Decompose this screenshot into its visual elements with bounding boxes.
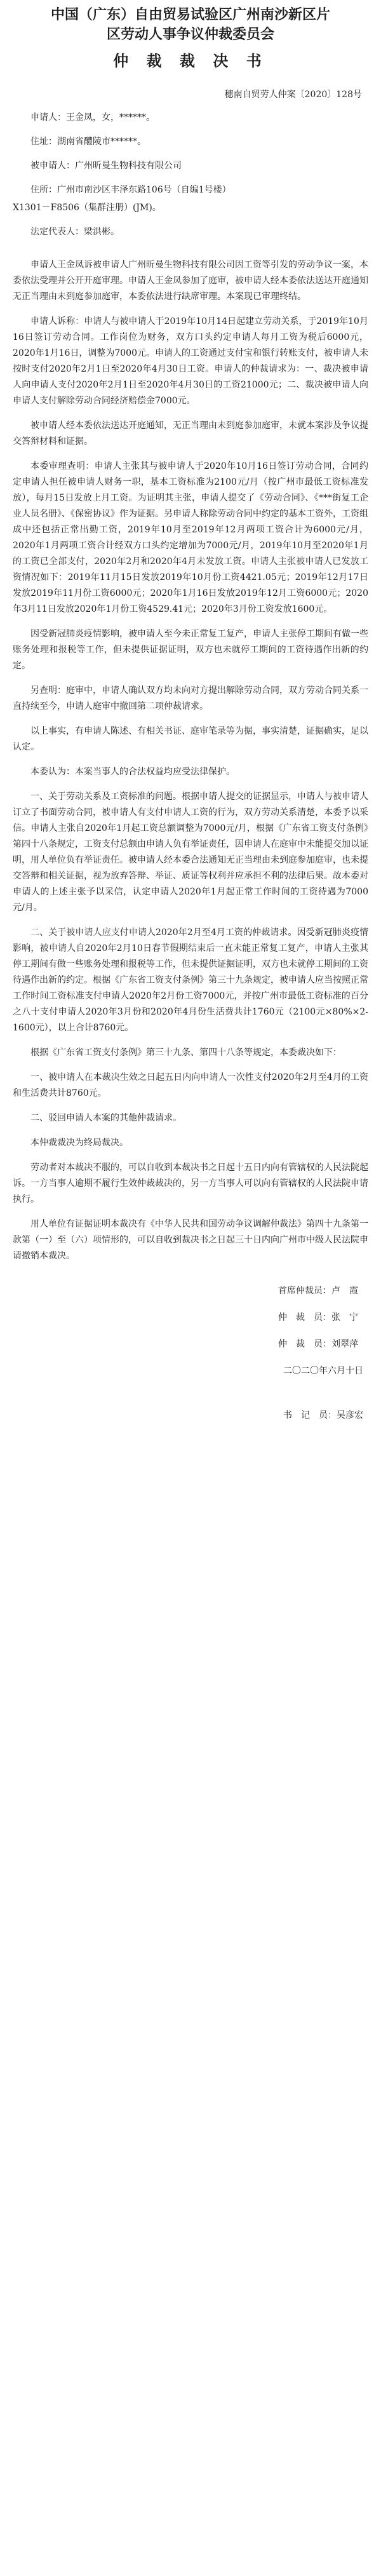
paragraph-covid-impact: 因受新冠肺炎疫情影响，被申请人至今未正常复工复产，申请人主张停工期间有做一些账务处理和报税等工作，但未提供证据证明，双方也未就停工期间的工资待遇作出新的约定。: [13, 629, 368, 671]
paragraph-committee-opinion: 本委认为：本案当事人的合法权益均应受法律保护。: [30, 767, 235, 777]
award-date: 二〇二〇年六月十日: [283, 1366, 363, 1376]
spacer: [13, 248, 368, 257]
court-name-line2: 区劳动人事争议仲裁委员会: [106, 26, 274, 43]
chief-arbitrator: 首席仲裁员：卢 霞: [278, 1286, 358, 1296]
paragraph-revocation-rights: 用人单位有证据证明本裁决有《中华人民共和国劳动争议调解仲裁法》第四十九条第一款第（一）至（六）项情形的，可以自收到裁决书之日起三十日内向广州市中级人民法院申请撤销本裁决。: [13, 1219, 368, 1261]
court-name-line1: 中国（广东）自由贸易试验区广州南沙新区片: [50, 6, 330, 23]
document-title: 仲 裁 裁 决 书: [113, 51, 268, 70]
ruling-item-two: 二、驳回申请人本案的其他仲裁请求。: [30, 1113, 182, 1123]
paragraph-findings: 本委审理查明：申请人主张其与被申请人于2020年10月16日签订劳动合同，合同约定申请人担任被申请人财务一职，基本工资标准为2100元/月（按广州市最低工资标准发放），每月15日发放上月工资。为证明其主张，申请人提交了《劳动合同》、《***街复工企业人员名册》、《保密协议》作为证据。另申请人称除劳动合同中约定的基本工资外，工资组成中还包括正常出勤工资，2019年10月至2019年12月两项工资合计为6000元/月，2020年1月两项工资合计经双方口头约定增加为7000元/月，2019年10月至2020年1月的工资已全部支付，2020年2月和2020年4月未发放工资。申请人主张被申请人已发放工资情况如下：2019年11月15日发放2019年10月份工资4421.05元；2019年12月17日发放2019年11月份工资6000元；2020年1月16日发放2019年12月工资6000元；2020年3月11日发放2020年1月份工资4529.41元；2020年3月份工资发放1600元。: [13, 461, 368, 614]
paragraph-final-ruling: 本仲裁裁决为终局裁决。: [30, 1138, 128, 1148]
applicant-address: 住址：湖南省醴陵市******。: [30, 137, 146, 147]
clerk-signature: 书 记 员：吴彦宏: [283, 1410, 363, 1420]
signature-block: [13, 1283, 368, 1352]
arbitrator-two: 仲 裁 员：刘翠萍: [278, 1339, 358, 1349]
arbitrator-one: 仲 裁 员：张 宁: [278, 1312, 358, 1323]
paragraph-intro: 申请人王金凤诉被申请人广州昕曼生物科技有限公司因工资等引发的劳动争议一案，本委依法受理并公开开庭审理。申请人王金凤参加了庭审，被申请人经本委依法送达开庭通知无正当理由未到庭参加庭审，本委依法进行缺席审理。本案现已审理终结。: [13, 260, 368, 302]
paragraph-further-findings: 另查明：庭审中，申请人确认双方均未向对方提出解除劳动合同，双方劳动合同关系一直持续至今，申请人庭审中撤回第二项仲裁请求。: [13, 685, 368, 711]
paragraph-evidence-summary: 以上事实，有申请人陈述、有相关书证、庭审笔录等为据，事实清楚，证据确实，足以认定。: [13, 726, 368, 752]
respondent-address-line1: 住所：广州市南沙区丰泽东路106号（自编1号楼）: [30, 185, 231, 195]
respondent-info: 被申请人：广州昕曼生物科技有限公司: [30, 161, 182, 171]
legal-representative: 法定代表人：梁洪彬。: [30, 227, 119, 237]
parties-section: [13, 110, 368, 239]
paragraph-issue-two: 二、关于被申请人应支付申请人2020年2月至4月工资的仲裁请求。因受新冠肺炎疫情影响，被申请人自2020年2月10日春节假期结束后一直未能正常复工复产，申请人主张其停工期间有做一些账务处理和报税等工作，但未提供证据证明，双方也未就停工期间的工资待遇作出新的约定。根据《广东省工资支付条例》第三十九条规定，被申请人应当按照正常工作时间工资标准支付申请人2020年2月份工资7000元，并按广州市最低工资标准的百分之八十支付申请人2020年3月份和2020年4月份生活费共计1760元（2100元×80%×2-1600元），以上合计8760元。: [13, 927, 368, 1033]
paragraph-legal-basis: 根据《广东省工资支付条例》第三十九条、第四十八条等规定，本委裁决如下：: [30, 1048, 342, 1058]
paragraph-appeal-rights: 劳动者对本裁决不服的，可以自收到本裁决书之日起十五日内向有管辖权的人民法院起诉。一方当事人逾期不履行生效仲裁裁决的，另一方当事人可以向有管辖权的人民法院申请执行。: [13, 1163, 368, 1204]
ruling-item-one: 一、被申请人在本裁决生效之日起五日内向申请人一次性支付2020年2月至4月的工资和生活费共计8760元。: [13, 1072, 368, 1098]
case-number: 穗南自贸劳人仲案〔2020〕128号: [224, 90, 362, 100]
court-header: [13, 0, 368, 48]
paragraph-respondent-absence: 被申请人经本委依法送达开庭通知，无正当理由未到庭参加庭审，未就本案涉及争议提交答辩材料和证据。: [13, 421, 368, 447]
award-body: [13, 257, 368, 1264]
respondent-address-line2: X1301－F8506（集群注册）(JM)。: [13, 203, 161, 213]
paragraph-issue-one: 一、关于劳动关系及工资标准的问题。根据申请人提交的证据显示，申请人与被申请人订立了书面劳动合同，被申请人有支付申请人工资的行为，双方劳动关系清楚，本委予以采信。申请人主张自2020年1月起工资总额调整为7000元/月，根据《广东省工资支付条例》第四十八条规定，工资支付总额由申请人负有举证责任，因申请人在庭审中未能提交加以证明，用人单位负有举证责任。被申请人经本委合法通知无正当理由未到庭参加庭审，也未提交答辩和相关证据，视为放弃答辩、举证、质证等权利并应承担不利的法律后果。故本委对申请人的上述主张予以采信，认定申请人2020年1月起正常工作时间的工资待遇为7000元/月。: [13, 792, 368, 913]
applicant-info: 申请人：王金凤，女，******。: [30, 112, 155, 123]
paragraph-applicant-claims: 申请人诉称：申请人与被申请人于2019年10月14日起建立劳动关系，于2019年10月16日签订劳动合同。工作岗位为财务，双方口头约定申请人每月工资为税后6000元，2020年1月16日，调整为7000元。申请人的工资通过支付宝和银行转账支付，被申请人未按时支付2020年2月1日至2020年4月30日工资。申请人的仲裁请求为：一、裁决被申请人向申请人支付2020年2月1日至2020年4月30日的工资21000元；二、裁决被申请人向申请人支付解除劳动合同经济赔偿金7000元。: [13, 316, 368, 406]
